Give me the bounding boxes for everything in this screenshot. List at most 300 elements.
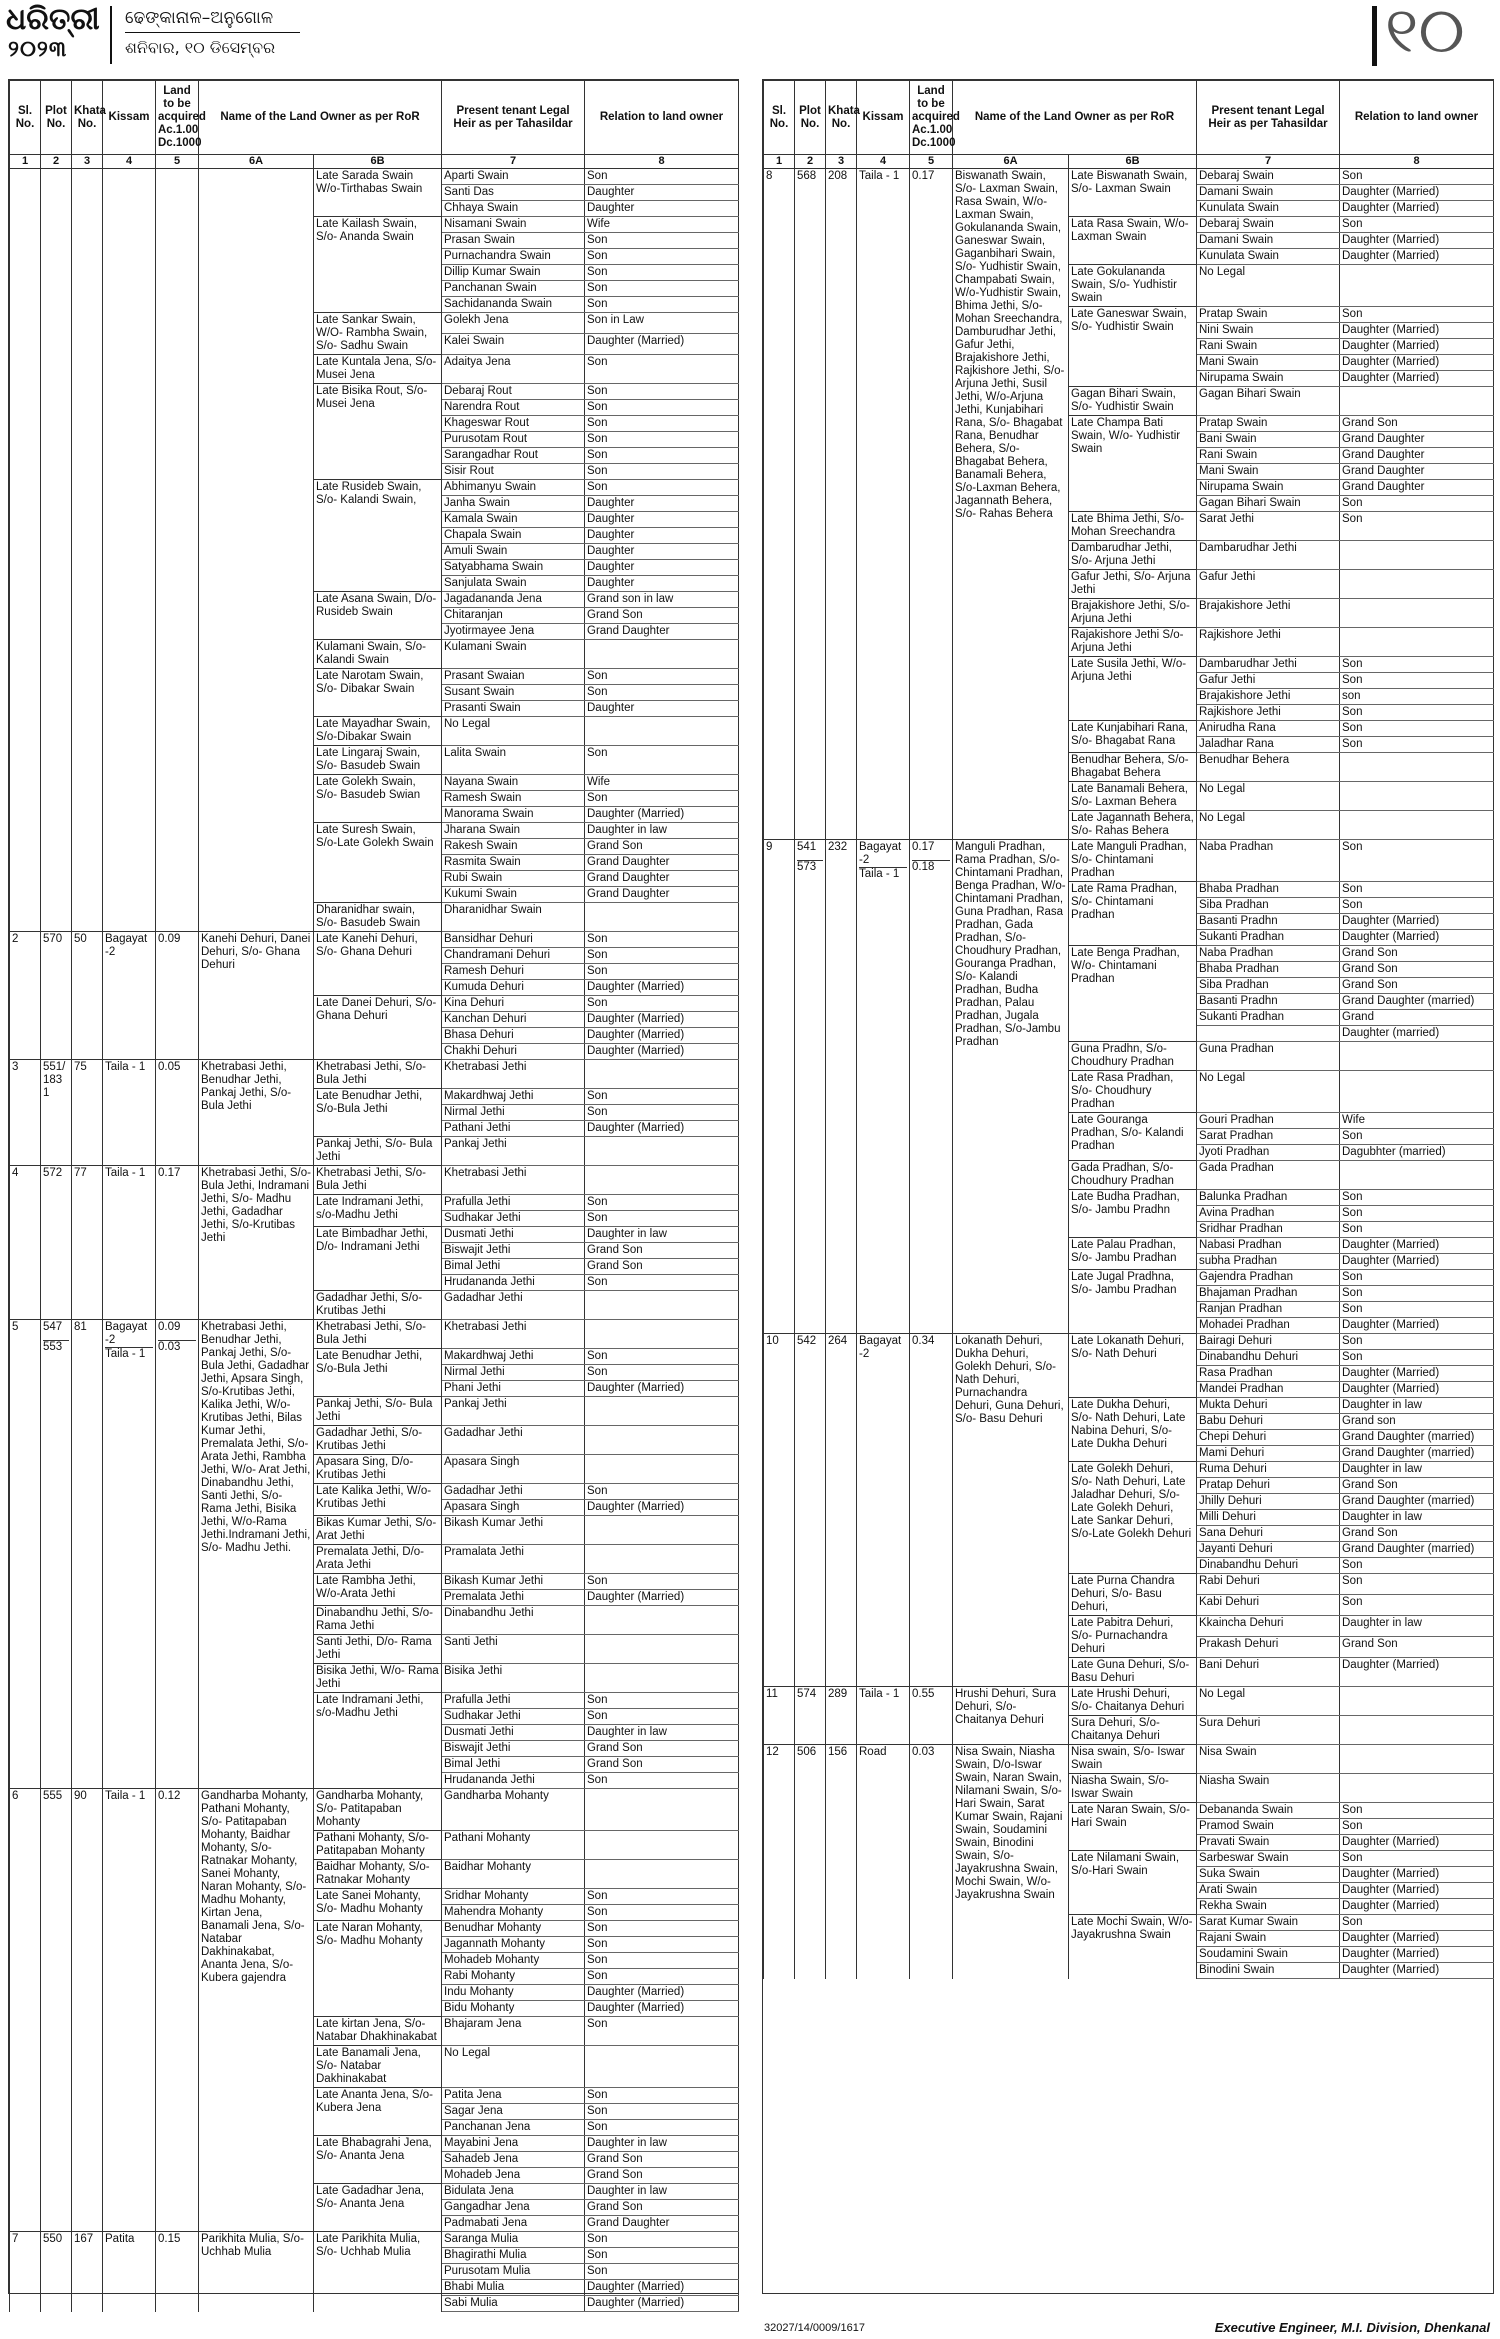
heir-relation: Son [585, 1773, 739, 1789]
heir-name: Guna Pradhan [1197, 1042, 1340, 1071]
heir-relation: Son [585, 416, 739, 432]
kissam: Taila - 1 [857, 1687, 910, 1745]
heir-relation: Son [585, 685, 739, 701]
heir-relation [1340, 753, 1494, 782]
land-value: 0.17 [912, 841, 935, 853]
heir-relation: Daughter (Married) [585, 1590, 739, 1606]
owner-group-name: Late Banamali Jena, S/o- Natabar Dakhinakabat [314, 2046, 442, 2088]
heir-relation: Son [585, 932, 739, 948]
heir-name: Prasanti Swain [442, 701, 585, 717]
plot-number-secondary: 573 [797, 860, 823, 874]
owner-group-name: Late Champa Bati Swain, W/o- Yudhistir Swain [1069, 416, 1197, 512]
table-row [764, 840, 1494, 882]
heir-relation: Son [585, 2248, 739, 2264]
heir-name: Bhagirathi Mulia [442, 2248, 585, 2264]
heir-name: Pratap Swain [1197, 307, 1340, 323]
heir-relation [1340, 1687, 1494, 1716]
khata-number: 289 [826, 1687, 857, 1745]
serial-number: 3 [10, 1060, 41, 1166]
heir-name: Jagadananda Jena [442, 592, 585, 608]
owner-group-name: Late Mochi Swain, W/o- Jayakrushna Swain [1069, 1915, 1197, 1979]
heir-relation: Grand Son [585, 2168, 739, 2184]
heir-relation: Grand Daughter (married) [1340, 1494, 1494, 1510]
heir-relation: Son [585, 1574, 739, 1590]
heir-name: Kunulata Swain [1197, 201, 1340, 217]
owner-group-name: Dharanidhar swain, S/o- Basudeb Swain [314, 903, 442, 932]
heir-name: Suka Swain [1197, 1867, 1340, 1883]
plot-number: 555 [41, 1789, 72, 2232]
heir-relation [585, 1606, 739, 1635]
heir-relation: Daughter (Married) [1340, 1382, 1494, 1398]
heir-name: Nini Swain [1197, 323, 1340, 339]
land-area: 0.12 [156, 1789, 199, 2232]
heir-name: Rakesh Swain [442, 839, 585, 855]
header-khata: Khata No. [826, 81, 857, 155]
heir-relation: Son [585, 1275, 739, 1291]
colnum: 2 [41, 155, 72, 169]
heir-relation: Daughter in law [585, 2136, 739, 2152]
heir-relation: Grand Son [585, 1757, 739, 1773]
land-area [156, 169, 199, 932]
owner-group-name: Late Budha Pradhan, S/o- Jambu Pradhn [1069, 1190, 1197, 1238]
heir-relation [1340, 1071, 1494, 1113]
heir-relation: Daughter [585, 701, 739, 717]
owner-group-name: Late Purna Chandra Dehuri, S/o- Basu Dehuri, [1069, 1574, 1197, 1616]
serial-number: 8 [764, 169, 795, 840]
heir-name: Pankaj Jethi [442, 1137, 585, 1166]
owner-group-name: Late Bisika Rout, S/o-Musei Jena [314, 384, 442, 480]
owner-group-name: Rajakishore Jethi S/o-Arjuna Jethi [1069, 628, 1197, 657]
heir-name: Nirupama Swain [1197, 371, 1340, 387]
heir-name: Rajkishore Jethi [1197, 628, 1340, 657]
colnum: 6B [314, 155, 442, 169]
heir-name: Panchanan Swain [442, 281, 585, 297]
heir-relation [585, 1831, 739, 1860]
heir-relation: Wife [585, 775, 739, 791]
owner-group-name: Late Benudhar Jethi, S/o-Bula Jethi [314, 1089, 442, 1137]
kissam [857, 840, 910, 1334]
heir-name: Rekha Swain [1197, 1899, 1340, 1915]
owner-group-name: Late Benudhar Jethi, S/o-Bula Jethi [314, 1349, 442, 1397]
heir-relation: Grand Son [1340, 978, 1494, 994]
page-number: ୧୦ [1385, 0, 1465, 68]
heir-relation: Daughter [585, 185, 739, 201]
table-row [10, 1789, 739, 1831]
owner-group-name: Late Narotam Swain, S/o- Dibakar Swain [314, 669, 442, 717]
serial-number: 7 [10, 2232, 41, 2312]
heir-name: No Legal [1197, 1071, 1340, 1113]
heir-name: Kulamani Swain [442, 640, 585, 669]
heir-relation: Son [585, 448, 739, 464]
heir-name: Kina Dehuri [442, 996, 585, 1012]
owner-group-name: Late Suresh Swain, S/o-Late Golekh Swain [314, 823, 442, 903]
table-row [10, 169, 739, 185]
owner-group-name: Khetrabasi Jethi, S/o- Bula Jethi [314, 1166, 442, 1195]
heir-relation: Son [585, 2088, 739, 2104]
heir-name: Sarat Kumar Swain [1197, 1915, 1340, 1931]
heir-relation: Daughter [585, 496, 739, 512]
owner-names: Parikhita Mulia, S/o-Uchhab Mulia [199, 2232, 314, 2312]
land-area [910, 840, 953, 1334]
heir-name: Sachidananda Swain [442, 297, 585, 313]
owner-names: Khetrabasi Jethi, Benudhar Jethi, Pankaj Jethi, S/o-Bula Jethi, Gadadhar Jethi, Apsara Singh, S/o-Krutibas Jethi, Kalika Jethi, W/o- Krutibas Jethi, Bilas Kumar Jethi, Premalata Jethi, S/o-Arata Jethi, Rambha Jethi, W/o- Arat Jethi, Dinabandhu Jethi, Santi Jethi, S/o- Rama Jethi, Bisika Jethi, W/o-Rama Jethi.Indramani Jethi, S/o- Madhu Jethi. [199, 1320, 314, 1789]
heir-name: Chhaya Swain [442, 201, 585, 217]
plot-number: 572 [41, 1166, 72, 1320]
heir-relation: Daughter (Married) [1340, 1931, 1494, 1947]
heir-name: Amuli Swain [442, 544, 585, 560]
heir-name: Damani Swain [1197, 233, 1340, 249]
heir-name: Binodini Swain [1197, 1963, 1340, 1979]
land-area: 0.17 [156, 1166, 199, 1320]
signature-line: Executive Engineer, M.I. Division, Dhenkanal [1214, 2320, 1490, 2335]
heir-relation: Daughter (Married) [585, 1500, 739, 1516]
heir-name: Nabasi Pradhan [1197, 1238, 1340, 1254]
heir-relation: Son [585, 400, 739, 416]
heir-name: Sarat Jethi [1197, 512, 1340, 541]
heir-relation: Wife [585, 217, 739, 233]
heir-name: Mayabini Jena [442, 2136, 585, 2152]
owner-group-name: Bikas Kumar Jethi, S/o-Arat Jethi [314, 1516, 442, 1545]
heir-name: Babu Dehuri [1197, 1414, 1340, 1430]
khata-number [72, 169, 103, 932]
heir-relation [1340, 541, 1494, 570]
land-area [156, 1320, 199, 1789]
heir-name: Abhimanyu Swain [442, 480, 585, 496]
heir-name: Sarangadhar Rout [442, 448, 585, 464]
heir-relation: Son [1340, 1129, 1494, 1145]
heir-name: Dinabandhu Dehuri [1197, 1558, 1340, 1574]
heir-relation: Son [1340, 721, 1494, 737]
heir-relation: Son [585, 1089, 739, 1105]
heir-relation: Son [1340, 1558, 1494, 1574]
heir-relation: Son [585, 1211, 739, 1227]
heir-relation: Son [1340, 512, 1494, 541]
heir-name: Bhajaman Pradhan [1197, 1286, 1340, 1302]
heir-relation [585, 1635, 739, 1664]
heir-relation [585, 1545, 739, 1574]
heir-name: Apasara Singh [442, 1500, 585, 1516]
khata-number: 81 [72, 1320, 103, 1789]
heir-relation: Daughter (Married) [1340, 914, 1494, 930]
heir-relation: Daughter (Married) [1340, 1947, 1494, 1963]
heir-relation: Grand Daughter [1340, 464, 1494, 480]
masthead-rule [125, 32, 300, 33]
heir-name: Sridhar Pradhan [1197, 1222, 1340, 1238]
owner-names: Hrushi Dehuri, Sura Dehuri, S/o- Chaitanya Dehuri [953, 1687, 1069, 1745]
heir-relation: Daughter (Married) [585, 1012, 739, 1028]
heir-relation [1340, 782, 1494, 811]
heir-relation [585, 1455, 739, 1484]
kissam: Taila - 1 [857, 169, 910, 840]
plot-number: 547 [43, 1321, 63, 1333]
heir-name: Nirupama Swain [1197, 480, 1340, 496]
heir-relation: Son [585, 432, 739, 448]
khata-number: 208 [826, 169, 857, 840]
heir-name: Sisir Rout [442, 464, 585, 480]
kissam: Taila - 1 [103, 1060, 156, 1166]
heir-relation: Daughter (married) [1340, 1026, 1494, 1042]
heir-relation: Son [585, 1921, 739, 1937]
owner-group-name: Late Bimbadhar Jethi, D/o- Indramani Jethi [314, 1227, 442, 1291]
heir-name: Jayanti Dehuri [1197, 1542, 1340, 1558]
heir-name: Premalata Jethi [442, 1590, 585, 1606]
heir-relation: Son [585, 249, 739, 265]
heir-name: Rasa Pradhan [1197, 1366, 1340, 1382]
heir-relation [1340, 570, 1494, 599]
heir-name: Rajkishore Jethi [1197, 705, 1340, 721]
khata-number: 264 [826, 1334, 857, 1687]
plot-number: 570 [41, 932, 72, 1060]
edition-date: ଶନିବାର, ୧୦ ଡିସେମ୍ବର [125, 38, 276, 57]
owner-group-name: Sura Dehuri, S/o- Chaitanya Dehuri [1069, 1716, 1197, 1745]
heir-relation: Daughter (Married) [1340, 1254, 1494, 1270]
heir-name: Sanjulata Swain [442, 576, 585, 592]
owner-group-name: Late Mayadhar Swain, S/o-Dibakar Swain [314, 717, 442, 746]
heir-relation: Daughter (Married) [1340, 1899, 1494, 1915]
heir-relation [585, 640, 739, 669]
heir-relation: Grand Daughter [1340, 448, 1494, 464]
heir-name: Avina Pradhan [1197, 1206, 1340, 1222]
heir-name: Mani Swain [1197, 355, 1340, 371]
heir-relation: Son [585, 1484, 739, 1500]
land-value-secondary: 0.03 [158, 1340, 196, 1354]
heir-name: Naba Pradhan [1197, 946, 1340, 962]
heir-relation: Son [585, 1349, 739, 1365]
heir-name: Mukta Dehuri [1197, 1398, 1340, 1414]
land-area: 0.15 [156, 2232, 199, 2312]
heir-relation: Daughter in law [1340, 1398, 1494, 1414]
heir-name: Bhajaram Jena [442, 2017, 585, 2046]
heir-name: Benudhar Mohanty [442, 1921, 585, 1937]
header-heir: Present tenant Legal Heir as per Tahasildar [442, 81, 585, 155]
owner-names: Khetrabasi Jethi, S/o- Bula Jethi, Indramani Jethi, S/o- Madhu Jethi, Gadadhar Jethi, S/o-Krutibas Jethi [199, 1166, 314, 1320]
heir-relation: Daughter (Married) [1340, 1835, 1494, 1851]
owner-group-name: Late Parikhita Mulia, S/o- Uchhab Mulia [314, 2232, 442, 2312]
heir-name: Kabi Dehuri [1197, 1595, 1340, 1616]
land-area: 0.05 [156, 1060, 199, 1166]
kissam: Taila - 1 [103, 1166, 156, 1320]
heir-name: Santi Jethi [442, 1635, 585, 1664]
serial-number: 4 [10, 1166, 41, 1320]
owner-group-name: Apasara Sing, D/o- Krutibas Jethi [314, 1455, 442, 1484]
heir-relation: Son [1340, 1595, 1494, 1616]
owner-group-name: Brajakishore Jethi, S/o-Arjuna Jethi [1069, 599, 1197, 628]
owner-group-name: Late Indramani Jethi, s/o-Madhu Jethi [314, 1195, 442, 1227]
notice-code: 32027/14/0009/1617 [764, 2322, 865, 2334]
heir-name: Patita Jena [442, 2088, 585, 2104]
owner-group-name: Late Pabitra Dehuri, S/o- Purnachandra Dehuri [1069, 1616, 1197, 1658]
owner-names: Gandharba Mohanty, Pathani Mohanty, S/o- Patitapaban Mohanty, Baidhar Mohanty, S/o- Ratnakar Mohanty, Sanei Mohanty, Naran Mohanty, S/o-Madhu Mohanty, Kirtan Jena, Banamali Jena, S/o- Natabar Dakhinakabat, Ananta Jena, S/o- Kubera gajendra [199, 1789, 314, 2232]
owner-group-name: Niasha Swain, S/o- Iswar Swain [1069, 1774, 1197, 1803]
heir-name: Rasmita Swain [442, 855, 585, 871]
owner-names: Manguli Pradhan, Rama Pradhan, S/o- Chintamani Pradhan, Benga Pradhan, W/o- Chintamani Pradhan, Guna Pradhan, Rasa Pradhan, Gada Pradhan, S/o- Choudhury Pradhan, Gouranga Pradhan, S/o- Kalandi Pradhan, Budha Pradhan, Palau Pradhan, Jugala Pradhan, S/o-Jambu Pradhan [953, 840, 1069, 1334]
owner-group-name: Gandharba Mohanty, S/o- Patitapaban Mohanty [314, 1789, 442, 1831]
heir-name: Kalei Swain [442, 334, 585, 355]
heir-relation: Son [1340, 840, 1494, 882]
heir-name: Bimal Jethi [442, 1757, 585, 1773]
heir-relation: Son [585, 480, 739, 496]
heir-relation: Grand Son [585, 608, 739, 624]
owner-group-name: Late Jugal Pradhna, S/o- Jambu Pradhan [1069, 1270, 1197, 1334]
heir-relation: Grand [1340, 1010, 1494, 1026]
kissam: Road [857, 1745, 910, 1979]
heir-name: Purnachandra Swain [442, 249, 585, 265]
heir-relation: Grand Son [1340, 416, 1494, 432]
heir-name: Jaladhar Rana [1197, 737, 1340, 753]
heir-relation [585, 1516, 739, 1545]
heir-name: Sukanti Pradhan [1197, 1010, 1340, 1026]
heir-relation: Son [1340, 673, 1494, 689]
heir-name: Pankaj Jethi [442, 1397, 585, 1426]
khata-number: 75 [72, 1060, 103, 1166]
owner-group-name: Khetrabasi Jethi, S/o- Bula Jethi [314, 1320, 442, 1349]
heir-relation: Son [585, 964, 739, 980]
heir-name: Kkaincha Dehuri [1197, 1616, 1340, 1637]
heir-name: Damani Swain [1197, 185, 1340, 201]
heir-name: Biswajit Jethi [442, 1741, 585, 1757]
heir-name: Gadadhar Jethi [442, 1484, 585, 1500]
heir-relation: Grand Daughter [1340, 480, 1494, 496]
heir-name: Makardhwaj Jethi [442, 1349, 585, 1365]
heir-relation: Son [585, 996, 739, 1012]
heir-name: Gada Pradhan [1197, 1161, 1340, 1190]
heir-relation: Son [585, 791, 739, 807]
heir-relation: Grand Daughter [585, 887, 739, 903]
heir-relation: Daughter (Married) [585, 1028, 739, 1044]
khata-number: 50 [72, 932, 103, 1060]
heir-name: Chitaranjan [442, 608, 585, 624]
heir-relation: Son [1340, 1222, 1494, 1238]
heir-relation: Daughter [585, 512, 739, 528]
heir-name: Prasan Swain [442, 233, 585, 249]
owner-group-name: Late Naran Swain, S/o-Hari Swain [1069, 1803, 1197, 1851]
khata-number: 90 [72, 1789, 103, 2232]
owner-group-name: Late Gokulananda Swain, S/o- Yudhistir Swain [1069, 265, 1197, 307]
owner-group-name: Late Kunjabihari Rana, S/o- Bhagabat Rana [1069, 721, 1197, 753]
plot-number [795, 840, 826, 1334]
owner-group-name: Guna Pradhn, S/o- Choudhury Pradhan [1069, 1042, 1197, 1071]
heir-name: Gangadhar Jena [442, 2200, 585, 2216]
heir-name: Dillip Kumar Swain [442, 265, 585, 281]
heir-name: Benudhar Behera [1197, 753, 1340, 782]
heir-relation: Son [585, 281, 739, 297]
heir-relation: Grand Daughter (married) [1340, 1542, 1494, 1558]
heir-name: Pramod Swain [1197, 1819, 1340, 1835]
heir-name: Sura Dehuri [1197, 1716, 1340, 1745]
heir-name: Rajani Swain [1197, 1931, 1340, 1947]
heir-name: Chapala Swain [442, 528, 585, 544]
heir-name: Siba Pradhan [1197, 978, 1340, 994]
heir-name: No Legal [1197, 1687, 1340, 1716]
heir-relation [1340, 265, 1494, 307]
plot-number: 506 [795, 1745, 826, 1979]
heir-name: Janha Swain [442, 496, 585, 512]
heir-name: Brajakishore Jethi [1197, 689, 1340, 705]
heir-relation: Son [585, 1953, 739, 1969]
owner-group-name: Late Golekh Swain, S/o- Basudeb Swian [314, 775, 442, 823]
heir-relation: Daughter (Married) [1340, 371, 1494, 387]
owner-names [199, 169, 314, 932]
heir-relation: Daughter (Married) [585, 980, 739, 996]
heir-name: Makardhwaj Jethi [442, 1089, 585, 1105]
heir-relation: Grand Son [585, 839, 739, 855]
heir-name: Bisika Jethi [442, 1664, 585, 1693]
heir-name: Gagan Bihari Swain [1197, 496, 1340, 512]
heir-relation: Son [1340, 882, 1494, 898]
header-sl: Sl. No. [10, 81, 41, 155]
owner-group-name: Late Guna Dehuri, S/o- Basu Dehuri [1069, 1658, 1197, 1687]
heir-name: Saranga Mulia [442, 2232, 585, 2248]
owner-group-name: Late Nilamani Swain, S/o-Hari Swain [1069, 1851, 1197, 1915]
heir-name: Gadadhar Jethi [442, 1291, 585, 1320]
heir-relation: Son [585, 1195, 739, 1211]
heir-name: Sagar Jena [442, 2104, 585, 2120]
heir-relation [585, 1426, 739, 1455]
heir-name: Gouri Pradhan [1197, 1113, 1340, 1129]
heir-name: Kanchan Dehuri [442, 1012, 585, 1028]
heir-name: Balunka Pradhan [1197, 1190, 1340, 1206]
heir-name: Khetrabasi Jethi [442, 1166, 585, 1195]
heir-name: Naba Pradhan [1197, 840, 1340, 882]
owner-group-name: Late Biswanath Swain, S/o- Laxman Swain [1069, 169, 1197, 217]
heir-name: Mahendra Mohanty [442, 1905, 585, 1921]
owner-group-name: Kulamani Swain, S/o- Kalandi Swain [314, 640, 442, 669]
kissam-value-secondary: Taila - 1 [859, 867, 907, 881]
colnum: 2 [795, 155, 826, 169]
heir-relation: Son [585, 2104, 739, 2120]
land-area: 0.17 [910, 169, 953, 840]
owner-group-name: Late Golekh Dehuri, S/o- Nath Dehuri, Late Jaladhar Dehuri, S/o-Late Golekh Dehuri, Late Sankar Dehuri, S/o-Late Golekh Dehuri [1069, 1462, 1197, 1574]
heir-relation: Daughter (Married) [1340, 201, 1494, 217]
masthead [0, 0, 1500, 72]
header-khata: Khata No. [72, 81, 103, 155]
heir-relation: Daughter in law [585, 1227, 739, 1243]
heir-relation: Grand Son [1340, 946, 1494, 962]
heir-name: Pathani Mohanty [442, 1831, 585, 1860]
colnum: 6B [1069, 155, 1197, 169]
owner-group-name: Late Ananta Jena, S/o- Kubera Jena [314, 2088, 442, 2136]
header-relation: Relation to land owner [585, 81, 739, 155]
heir-name: Niasha Swain [1197, 1774, 1340, 1803]
heir-relation: Daughter in law [1340, 1462, 1494, 1478]
heir-name: Ruma Dehuri [1197, 1462, 1340, 1478]
heir-relation: Daughter in law [585, 823, 739, 839]
heir-name: Sabi Mulia [442, 2296, 585, 2312]
heir-name: Kumuda Dehuri [442, 980, 585, 996]
heir-relation: Son [1340, 1270, 1494, 1286]
serial-number: 5 [10, 1320, 41, 1789]
kissam [103, 169, 156, 932]
table-row [764, 1687, 1494, 1716]
heir-relation: Wife [1340, 1113, 1494, 1129]
heir-name: Mandei Pradhan [1197, 1382, 1340, 1398]
owner-group-name: Gadadhar Jethi, S/o- Krutibas Jethi [314, 1291, 442, 1320]
heir-name: Mami Dehuri [1197, 1446, 1340, 1462]
heir-name: Chandramani Dehuri [442, 948, 585, 964]
owner-group-name: Late Rusideb Swain, S/o- Kalandi Swain, [314, 480, 442, 592]
owner-group-name: Late Banamali Behera, S/o- Laxman Behera [1069, 782, 1197, 811]
heir-relation: Grand Son [585, 1259, 739, 1275]
heir-relation: Son [585, 2232, 739, 2248]
right-table-panel [762, 79, 1494, 2294]
land-area: 0.34 [910, 1334, 953, 1687]
heir-name: Chakhi Dehuri [442, 1044, 585, 1060]
heir-relation: Son [1340, 1206, 1494, 1222]
heir-name: Golekh Jena [442, 313, 585, 334]
heir-relation: Grand son [1340, 1414, 1494, 1430]
heir-name: Debananda Swain [1197, 1803, 1340, 1819]
heir-relation [585, 1397, 739, 1426]
